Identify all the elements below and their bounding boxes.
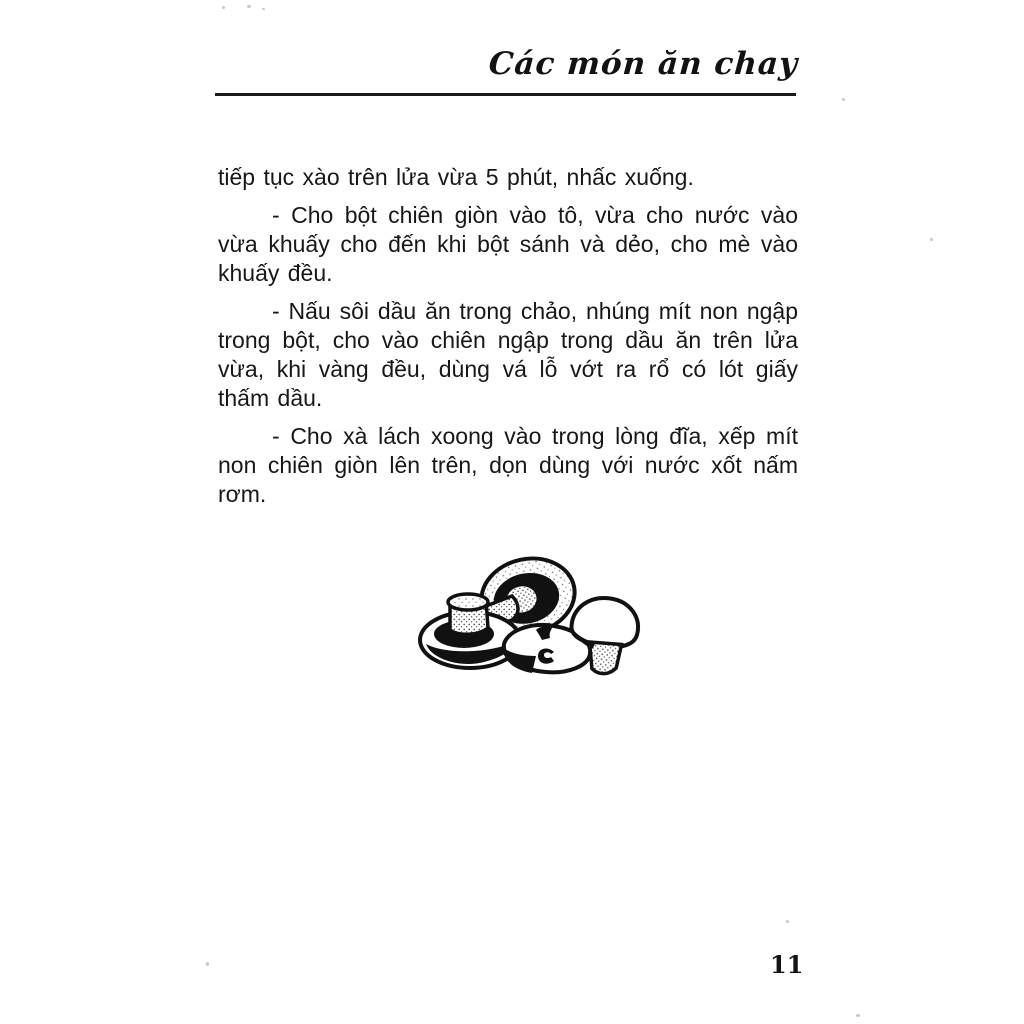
paragraph: - Nấu sôi dầu ăn trong chảo, nhúng mít non ngập trong bột, cho vào chiên ngập trong dầu ăn trên lửa vừa, khi vàng đều, dùng vá lỗ vớt ra rổ có lót giấy thấm dầu. xyxy=(218,298,798,411)
scan-speck xyxy=(842,98,845,101)
scan-speck xyxy=(222,6,225,9)
body-text-block xyxy=(218,163,798,518)
page-number: 11 xyxy=(770,950,804,979)
paragraph: tiếp tục xào trên lửa vừa 5 phút, nhấc xuống. xyxy=(218,164,694,190)
scan-speck xyxy=(262,8,265,10)
scan-speck xyxy=(856,1014,860,1017)
scan-speck xyxy=(930,238,933,241)
scan-speck xyxy=(247,5,251,8)
header-rule xyxy=(215,93,796,96)
mushrooms-illustration xyxy=(408,548,652,693)
paragraph: - Cho bột chiên giòn vào tô, vừa cho nước vào vừa khuấy cho đến khi bột sánh và dẻo, cho mè vào khuấy đều. xyxy=(218,202,798,286)
page-header-title: Các món ăn chay xyxy=(487,46,800,82)
mushrooms-illustration-svg xyxy=(408,548,652,693)
scan-speck xyxy=(786,920,789,923)
scan-speck xyxy=(206,962,209,966)
paragraph: - Cho xà lách xoong vào trong lòng đĩa, xếp mít non chiên giòn lên trên, dọn dùng với nước xốt nấm rơm. xyxy=(218,423,798,507)
